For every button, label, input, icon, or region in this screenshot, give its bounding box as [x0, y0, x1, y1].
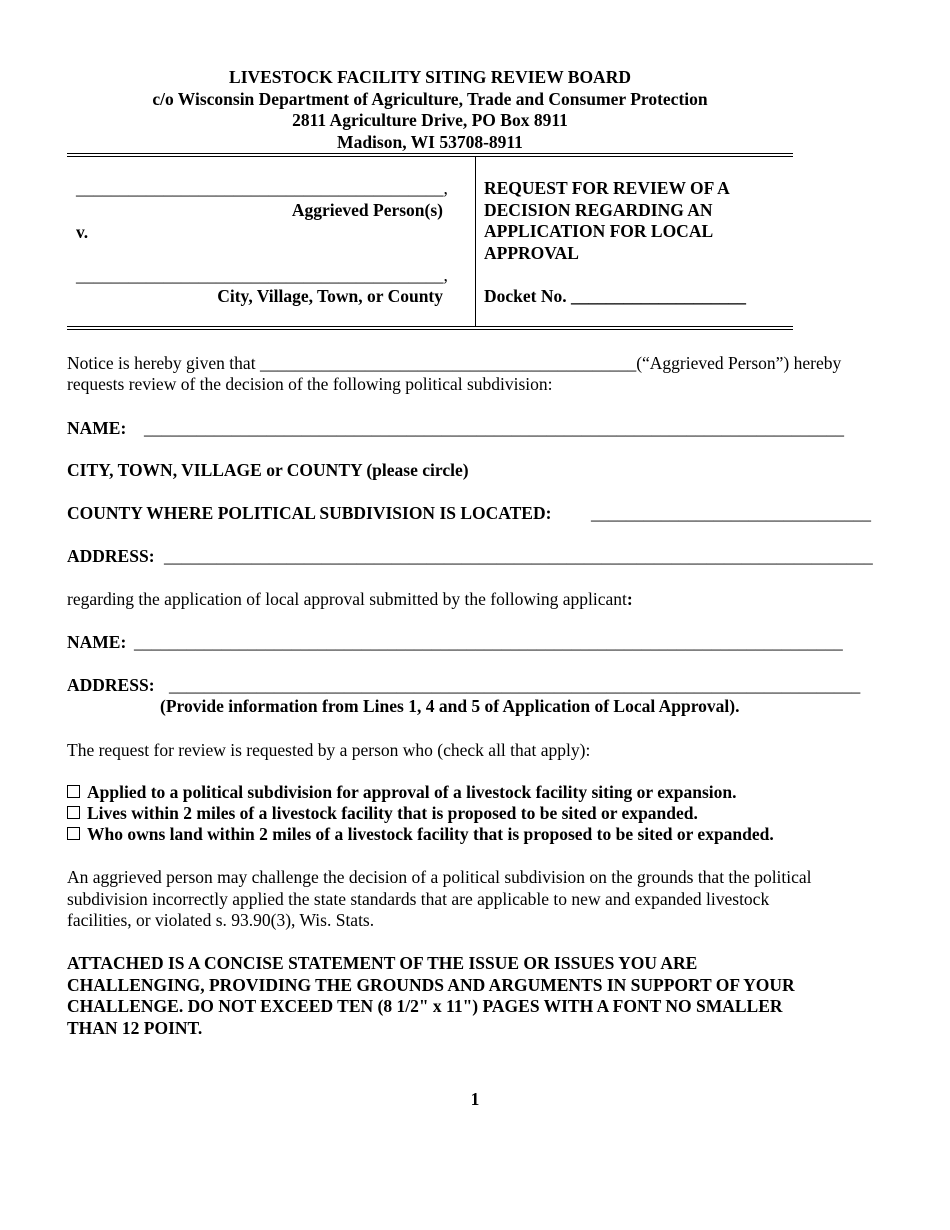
applicant-address-blank[interactable]: _______________________________________________________________________________ [169, 675, 861, 695]
request-title-line: REQUEST FOR REVIEW OF A [484, 178, 730, 198]
grounds-line: facilities, or violated s. 93.90(3), Wis. Stats. [67, 910, 375, 930]
subdivision-address-label: ADDRESS: [67, 546, 155, 566]
applicant-intro-text: regarding the application of local approval submitted by the following applicant [67, 589, 627, 609]
checkbox-applied[interactable] [67, 785, 80, 798]
subdivision-name-label: NAME: [67, 418, 127, 438]
notice-aggrieved-suffix: (“Aggrieved Person”) hereby [636, 353, 842, 373]
top-rule-1 [67, 153, 793, 154]
grounds-line: An aggrieved person may challenge the decision of a political subdivision on the grounds that the political [67, 867, 812, 887]
header-line-3: 2811 Agriculture Drive, PO Box 8911 [292, 110, 568, 130]
subdivision-address-blank[interactable]: _________________________________________________________________________________ [164, 546, 873, 566]
requester-option-row[interactable] [67, 803, 698, 824]
request-title-line: APPROVAL [484, 242, 579, 263]
requester-intro: The request for review is requested by a person who (check all that apply): [67, 740, 591, 760]
requester-option-label: Applied to a political subdivision for approval of a livestock facility siting or expansion. [87, 782, 737, 802]
checkbox-lives-within[interactable] [67, 806, 80, 819]
aggrieved-person-label: Aggrieved Person(s) [291, 200, 443, 220]
requester-option-row[interactable] [67, 782, 737, 803]
applicant-info-note: (Provide information from Lines 1, 4 and 5 of Application of Local Approval). [160, 696, 740, 716]
applicant-address-label: ADDRESS: [67, 675, 155, 695]
subdivision-name-blank[interactable]: ________________________________________________________________________________ [144, 418, 844, 438]
docket-row [484, 286, 746, 307]
subdivision-type-line: CITY, TOWN, VILLAGE or COUNTY (please circle) [67, 460, 469, 480]
header-line-2: c/o Wisconsin Department of Agriculture, Trade and Consumer Protection [152, 88, 708, 109]
aggrieved-person-blank[interactable]: __________________________________________, [76, 178, 448, 198]
versus-label: v. [76, 222, 89, 242]
attachment-notice [67, 953, 882, 1039]
attachment-notice-line: CHALLENGE. DO NOT EXCEED TEN (8 1/2" x 11") PAGES WITH A FONT NO SMALLER [67, 996, 783, 1016]
header-line-4: Madison, WI 53708-8911 [337, 131, 523, 152]
requester-option-label: Who owns land within 2 miles of a livestock facility that is proposed to be sited or expanded. [87, 824, 774, 844]
bottom-rule-2 [67, 329, 793, 330]
notice-intro: Notice is hereby given that [67, 353, 256, 373]
applicant-intro-colon: : [626, 589, 633, 609]
applicant-name-label: NAME: [67, 632, 127, 652]
aggrieved-person-name-blank[interactable]: ___________________________________________ [259, 353, 637, 373]
request-title-line: DECISION REGARDING AN [484, 199, 713, 220]
caption-divider [475, 157, 476, 327]
requester-option-label: Lives within 2 miles of a livestock facility that is proposed to be sited or expanded. [87, 803, 698, 823]
municipality-label: City, Village, Town, or County [217, 286, 443, 306]
subdivision-county-blank[interactable]: ________________________________ [591, 503, 871, 523]
bottom-rule-1 [67, 326, 793, 327]
notice-line-1 [67, 353, 841, 374]
docket-number-blank[interactable]: ____________________ [571, 286, 746, 306]
applicant-intro [67, 589, 633, 610]
subdivision-county-label: COUNTY WHERE POLITICAL SUBDIVISION IS LOCATED: [67, 503, 552, 523]
requester-option-row[interactable] [67, 824, 774, 845]
docket-label: Docket No. [484, 286, 567, 306]
attachment-notice-line: ATTACHED IS A CONCISE STATEMENT OF THE ISSUE OR ISSUES YOU ARE [67, 953, 698, 973]
header-line-1: LIVESTOCK FACILITY SITING REVIEW BOARD [229, 67, 631, 87]
request-title-line: APPLICATION FOR LOCAL [484, 221, 714, 241]
checkbox-owns-land[interactable] [67, 827, 80, 840]
grounds-line: subdivision incorrectly applied the state standards that are applicable to new and expanded livestock [67, 888, 770, 909]
top-rule-2 [67, 156, 793, 157]
notice-line-2: requests review of the decision of the following political subdivision: [67, 374, 553, 394]
page-number: 1 [470, 1089, 480, 1109]
board-header [67, 67, 793, 153]
attachment-notice-line: CHALLENGING, PROVIDING THE GROUNDS AND ARGUMENTS IN SUPPORT OF YOUR [67, 974, 795, 995]
request-title [484, 178, 730, 264]
attachment-notice-line: THAN 12 POINT. [67, 1017, 203, 1038]
municipality-blank[interactable]: __________________________________________, [76, 265, 448, 285]
applicant-name-blank[interactable]: _________________________________________________________________________________ [134, 632, 843, 652]
grounds-paragraph [67, 867, 882, 932]
